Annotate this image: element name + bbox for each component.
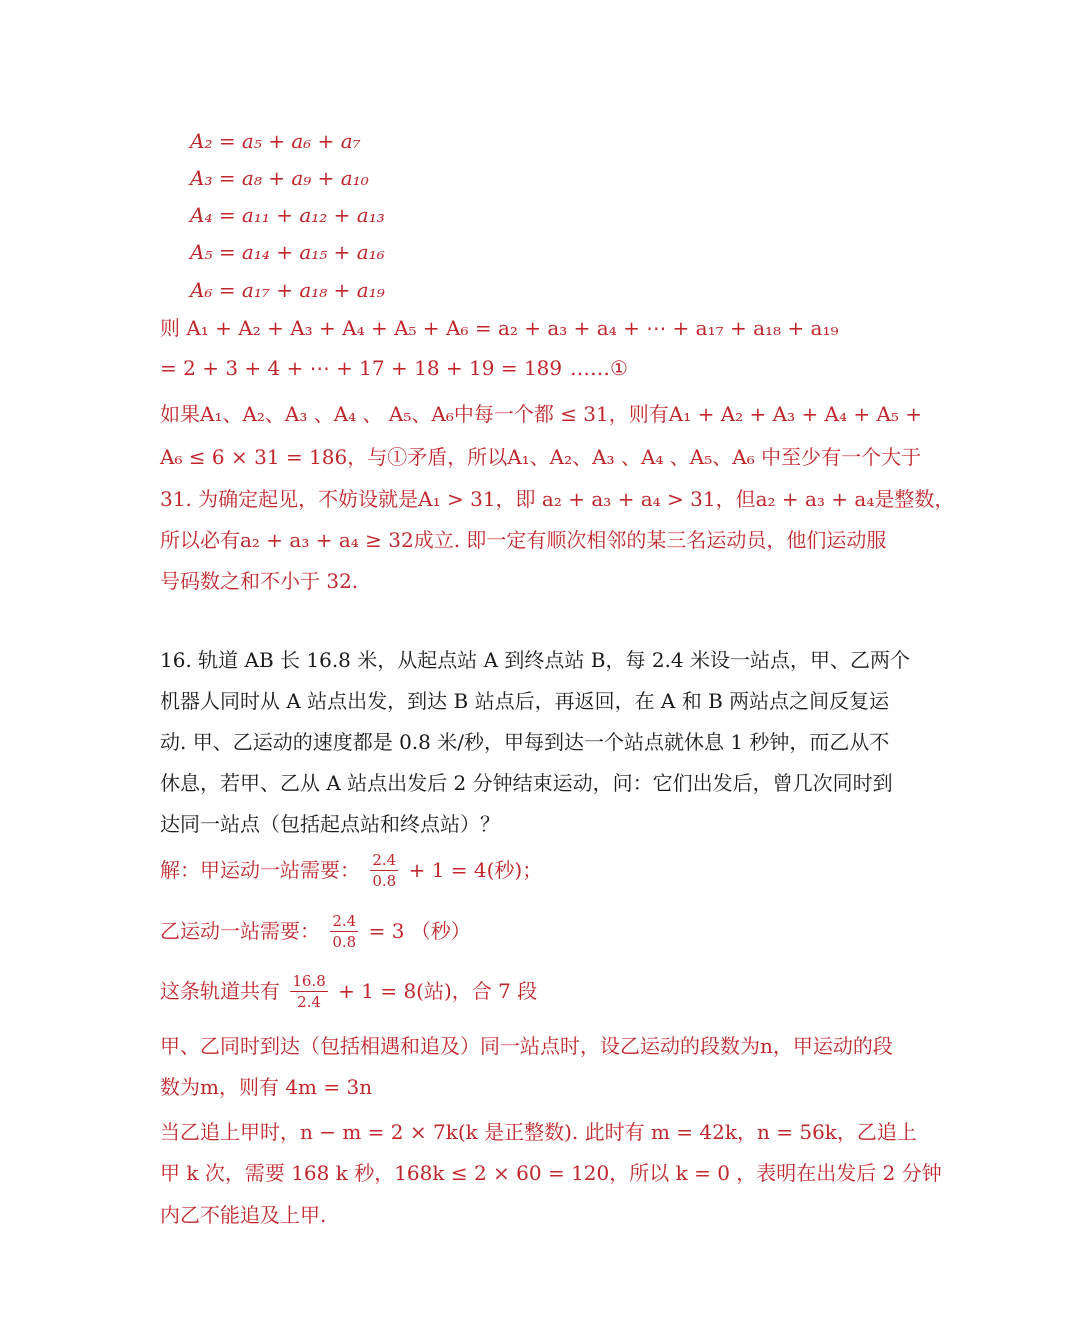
equation-marker: ……① <box>570 356 628 380</box>
fraction-jia-denominator: 0.8 <box>372 872 397 891</box>
solution-yi-line <box>160 913 471 952</box>
problem-line-3: 动. 甲、乙运动的速度都是 0.8 米/秒，甲每到达一个站点就休息 1 秒钟，而乙从不 <box>160 730 890 754</box>
solution-track-suffix: + 1 = 8(站)，合 7 段 <box>338 978 538 1003</box>
fraction-yi-numerator: 2.4 <box>330 913 358 932</box>
fraction-jia <box>370 852 398 891</box>
solution-yi-suffix: = 3 （秒） <box>368 918 471 943</box>
problem-line-4: 休息，若甲、乙从 A 站点出发后 2 分钟结束运动，问：它们出发后，曾几次同时到 <box>160 771 893 795</box>
proof-line-4: 所以必有a₂ + a₃ + a₄ ≥ 32成立. 即一定有顺次相邻的某三名运动员，他们运动服 <box>160 528 887 552</box>
solution-line-4: 甲 k 次，需要 168 k 秒，168k ≤ 2 × 60 = 120，所以 k = 0 ，表明在出发后 2 分钟 <box>160 1161 942 1185</box>
fraction-yi-denominator: 0.8 <box>332 933 357 952</box>
fraction-track-numerator: 16.8 <box>290 973 327 992</box>
equation-a3: A₃ = a₈ + a₉ + a₁₀ <box>190 166 369 190</box>
solution-yi-prefix: 乙运动一站需要： <box>160 918 320 943</box>
sum-line: 则 A₁ + A₂ + A₃ + A₄ + A₅ + A₆ = a₂ + a₃ + a₄ + ⋯ + a₁₇ + a₁₈ + a₁₉ <box>160 316 839 340</box>
problem-line-1: 16. 轨道 AB 长 16.8 米，从起点站 A 到终点站 B，每 2.4 米设一站点，甲、乙两个 <box>160 648 910 672</box>
solution-jia-suffix: + 1 = 4(秒)； <box>408 857 543 882</box>
problem-line-5: 达同一站点（包括起点站和终点站）？ <box>160 812 500 836</box>
fraction-yi <box>330 913 358 952</box>
equation-a4: A₄ = a₁₁ + a₁₂ + a₁₃ <box>190 203 385 227</box>
solution-track-prefix: 这条轨道共有 <box>160 978 280 1003</box>
proof-line-3: 31. 为确定起见，不妨设就是A₁ > 31，即 a₂ + a₃ + a₄ > 31，但a₂ + a₃ + a₄是整数， <box>160 487 955 511</box>
solution-track-line <box>160 973 537 1012</box>
proof-line-5: 号码数之和不小于 32. <box>160 569 359 593</box>
equation-a5: A₅ = a₁₄ + a₁₅ + a₁₆ <box>190 240 385 264</box>
proof-line-2: A₆ ≤ 6 × 31 = 186，与①矛盾，所以A₁、A₂、A₃ 、A₄ 、A₅、A₆ 中至少有一个大于 <box>160 445 922 469</box>
solution-line-1: 甲、乙同时到达（包括相遇和追及）同一站点时，设乙运动的段数为n，甲运动的段 <box>160 1034 893 1058</box>
solution-line-5: 内乙不能追及上甲. <box>160 1203 327 1227</box>
equation-a2: A₂ = a₅ + a₆ + a₇ <box>190 129 361 153</box>
fraction-track-denominator: 2.4 <box>297 993 321 1012</box>
problem-line-2: 机器人同时从 A 站点出发，到达 B 站点后，再返回，在 A 和 B 两站点之间反复运 <box>160 689 890 713</box>
solution-jia-prefix: 解：甲运动一站需要： <box>160 857 360 882</box>
fraction-jia-numerator: 2.4 <box>370 852 398 871</box>
solution-line-3: 当乙追上甲时，n − m = 2 × 7k(k 是正整数). 此时有 m = 42k，n = 56k，乙追上 <box>160 1120 917 1144</box>
equation-a6: A₆ = a₁₇ + a₁₈ + a₁₉ <box>190 278 385 302</box>
sum-value: = 2 + 3 + 4 + ⋯ + 17 + 18 + 19 = 189 <box>160 356 563 380</box>
solution-line-2: 数为m，则有 4m = 3n <box>160 1075 373 1099</box>
solution-jia-line <box>160 852 542 891</box>
proof-line-1: 如果A₁、A₂、A₃ 、A₄ 、 A₅、A₆中每一个都 ≤ 31，则有A₁ + A₂ + A₃ + A₄ + A₅ + <box>160 402 923 426</box>
fraction-track <box>290 973 327 1012</box>
